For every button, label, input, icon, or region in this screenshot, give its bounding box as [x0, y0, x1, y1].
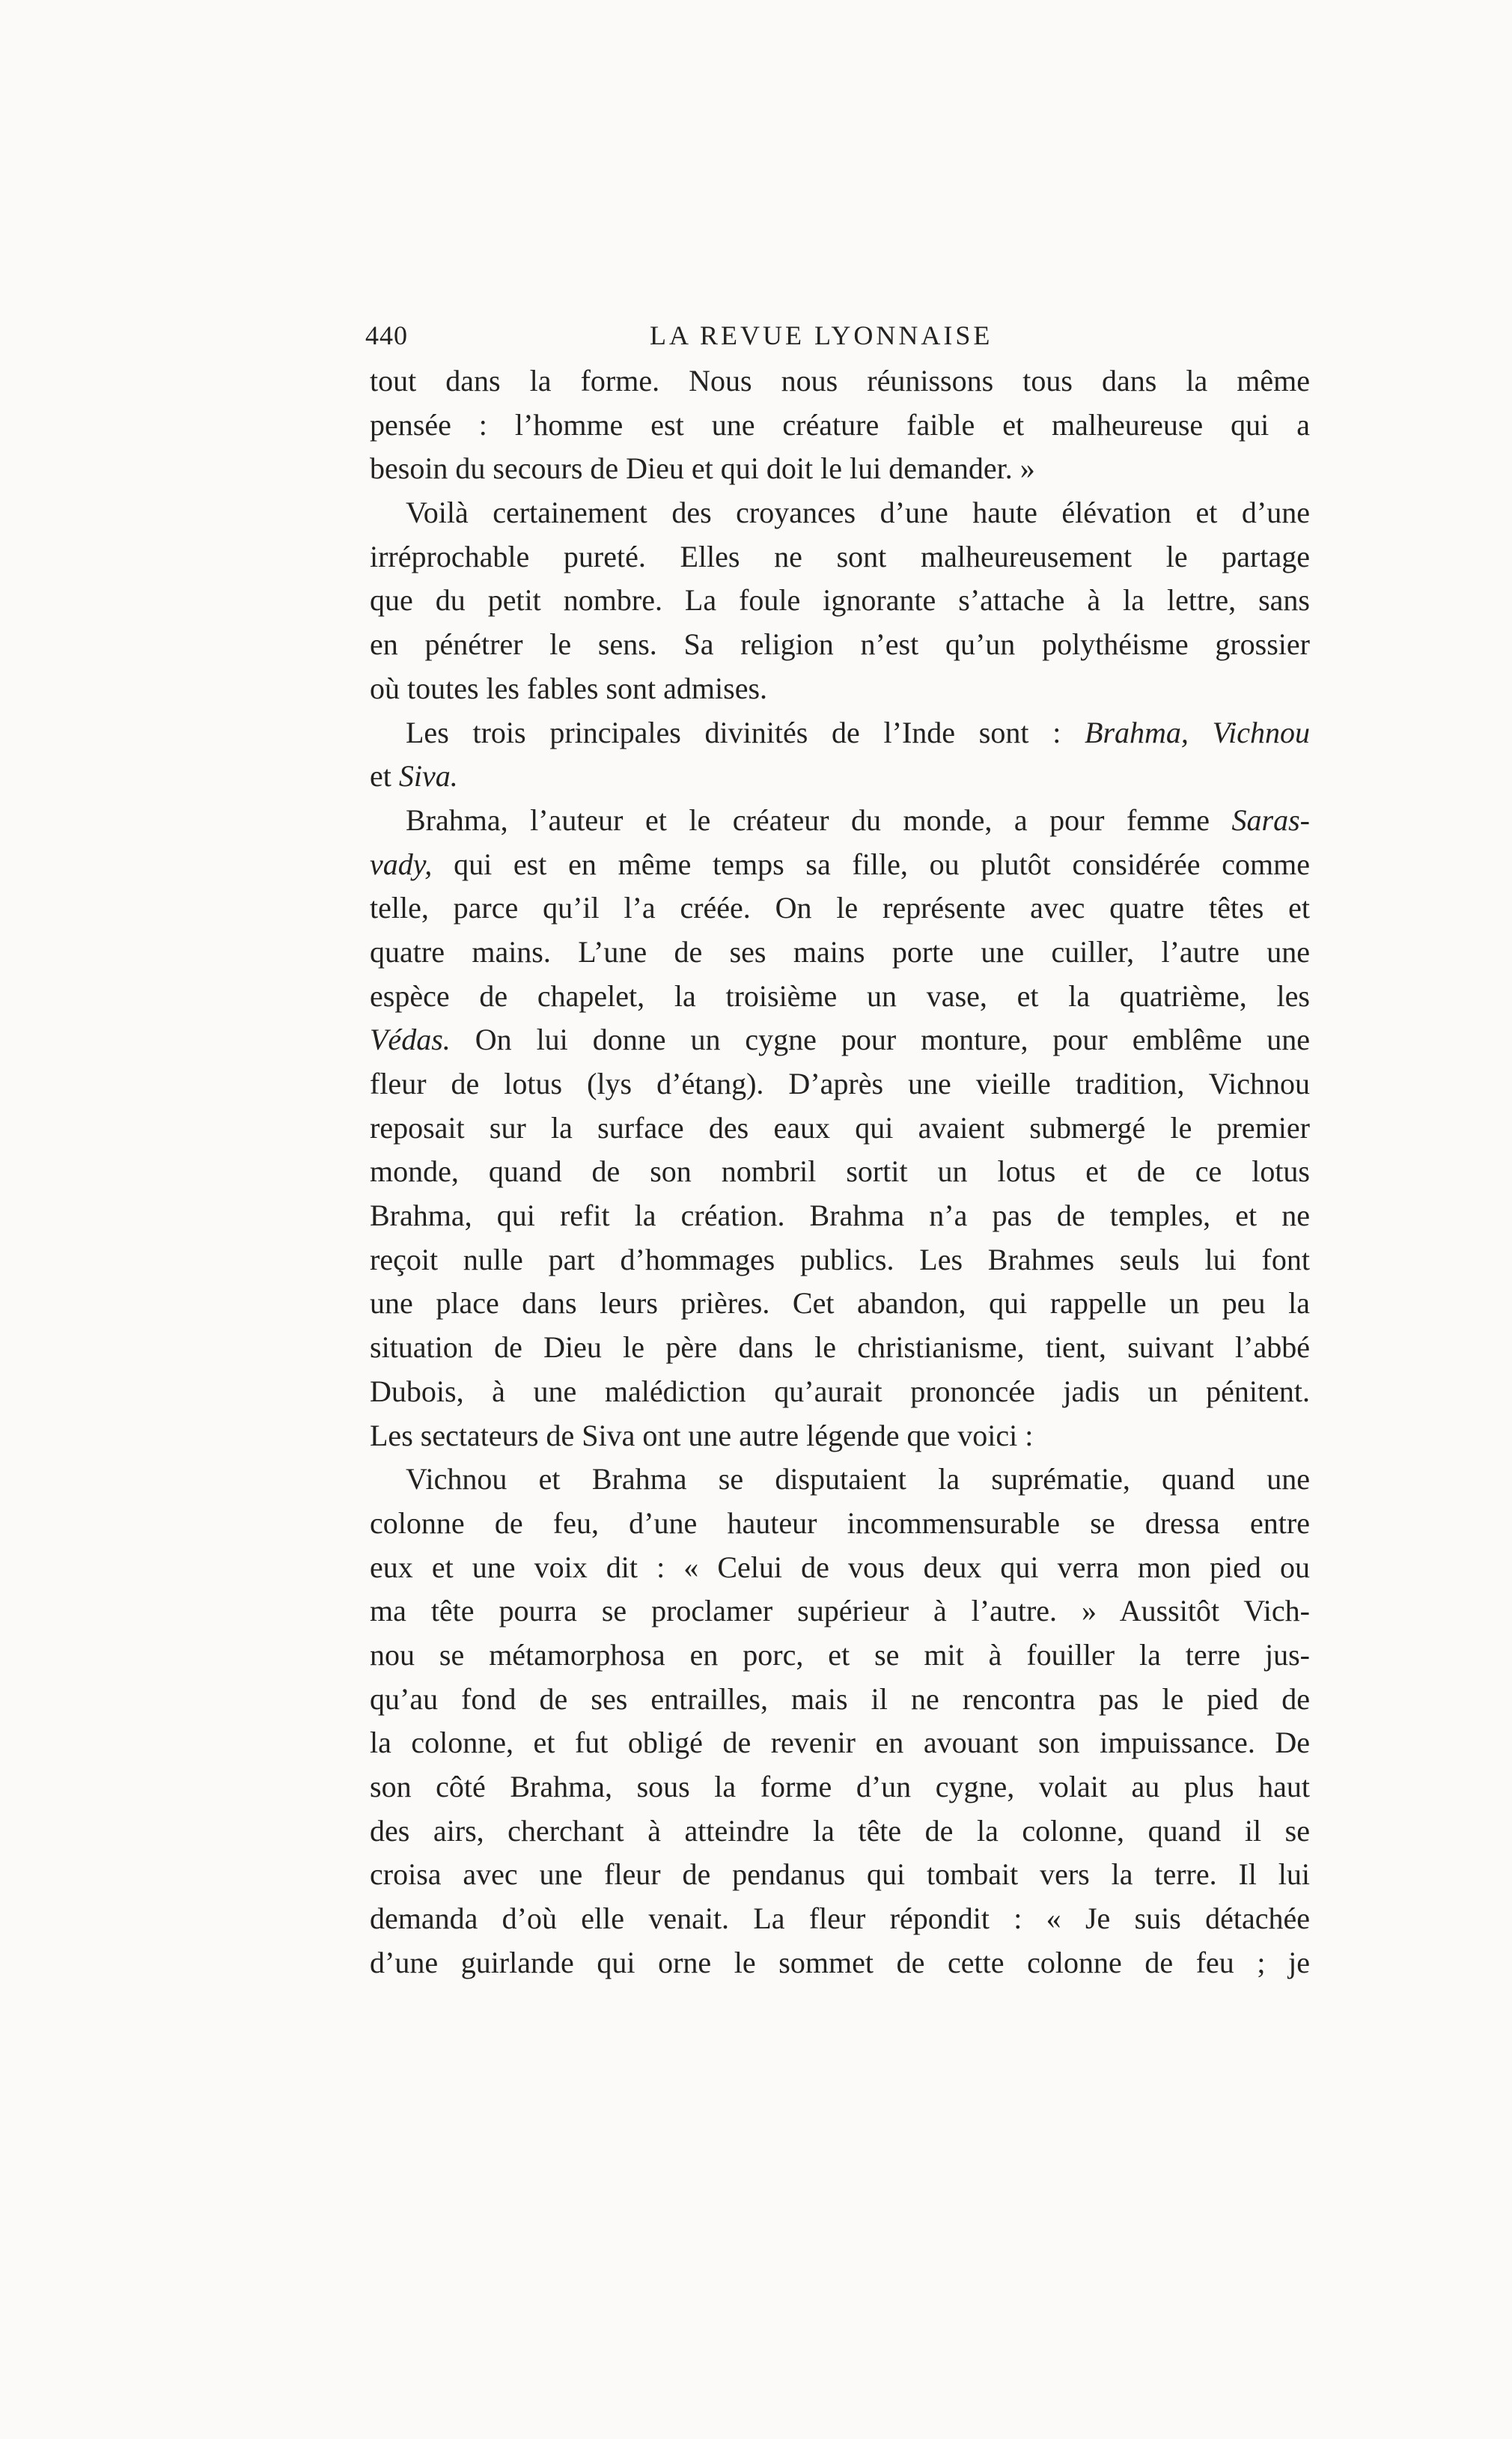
- text-line: où toutes les fables sont admises.: [370, 671, 768, 705]
- text-line: ma tête pourra se proclamer supérieur à l’autre. » Aussitôt Vich-: [370, 1594, 1310, 1628]
- text-line: Brahma, qui refit la création. Brahma n’a pas de temples, et ne: [370, 1199, 1310, 1233]
- text-line: reposait sur la surface des eaux qui avaient submergé le premier: [370, 1110, 1310, 1145]
- text-line: besoin du secours de Dieu et qui doit le lui demander. »: [370, 451, 1035, 486]
- text-line: fleur de lotus (lys d’étang). D’après une vieille tradition, Vichnou: [370, 1067, 1310, 1100]
- italic-deity-names: Brahma, Vichnou: [1085, 715, 1310, 749]
- text-line: Vichnou et Brahma se disputaient la suprématie, quand une: [406, 1462, 1310, 1496]
- text-line: et Siva.: [370, 759, 458, 794]
- text-line: Les trois principales divinités de l’Inde sont : Brahma, Vichnou: [406, 715, 1310, 749]
- text-line: pensée : l’homme est une créature faible et malheureuse qui a: [370, 407, 1310, 442]
- text-line: la colonne, et fut obligé de revenir en avouant son impuissance. De: [370, 1726, 1310, 1760]
- text-line: monde, quand de son nombril sortit un lotus et de ce lotus: [370, 1154, 1310, 1189]
- text-line: son côté Brahma, sous la forme d’un cygne, volait au plus haut: [370, 1770, 1310, 1803]
- body-text: [370, 359, 1310, 1985]
- text-line: eux et une voix dit : « Celui de vous deux qui verra mon pied ou: [370, 1550, 1310, 1584]
- italic-term: Védas.: [370, 1023, 451, 1057]
- text-line: demanda d’où elle venait. La fleur répondit : « Je suis détachée: [370, 1901, 1310, 1936]
- running-head: [365, 313, 1310, 358]
- journal-title: LA REVUE LYONNAISE: [650, 320, 993, 350]
- text-line: situation de Dieu le père dans le christianisme, tient, suivant l’abbé: [370, 1330, 1310, 1365]
- text-line: croisa avec une fleur de pendanus qui tombait vers la terre. Il lui: [370, 1857, 1310, 1892]
- italic-name: vady,: [370, 847, 433, 881]
- text-line: Védas. On lui donne un cygne pour monture, pour emblême une: [370, 1023, 1310, 1057]
- text-line: vady, qui est en même temps sa fille, ou plutôt considérée comme: [370, 847, 1310, 881]
- text-line: telle, parce qu’il l’a créée. On le représente avec quatre têtes et: [370, 891, 1310, 925]
- text-line: Les sectateurs de Siva ont une autre légende que voici :: [370, 1418, 1034, 1452]
- italic-deity-name: Siva.: [398, 759, 458, 794]
- page-number: 440: [365, 320, 408, 350]
- text-line: espèce de chapelet, la troisième un vase, et la quatrième, les: [370, 978, 1310, 1013]
- text-line: Brahma, l’auteur et le créateur du monde, a pour femme Saras-: [406, 803, 1310, 837]
- text-line: colonne de feu, d’une hauteur incommensurable se dressa entre: [370, 1505, 1310, 1540]
- text-line: quatre mains. L’une de ses mains porte une cuiller, l’autre une: [370, 934, 1310, 969]
- text-line: nou se métamorphosa en porc, et se mit à fouiller la terre jus-: [370, 1637, 1310, 1672]
- text-line: qu’au fond de ses entrailles, mais il ne rencontra pas le pied de: [370, 1681, 1310, 1716]
- text-line: tout dans la forme. Nous nous réunissons tous dans la même: [370, 364, 1310, 398]
- text-line: en pénétrer le sens. Sa religion n’est qu’un polythéisme grossier: [370, 627, 1310, 662]
- text-line: d’une guirlande qui orne le sommet de cette colonne de feu ; je: [370, 1945, 1310, 1979]
- text-line: Dubois, à une malédiction qu’aurait prononcée jadis un pénitent.: [370, 1374, 1310, 1408]
- text-line: irréprochable pureté. Elles ne sont malheureusement le partage: [370, 539, 1310, 573]
- italic-name: Saras-: [1231, 803, 1310, 837]
- text-line: une place dans leurs prières. Cet abandon, qui rappelle un peu la: [370, 1286, 1310, 1321]
- text-line: Voilà certainement des croyances d’une haute élévation et d’une: [406, 496, 1310, 530]
- text-line: des airs, cherchant à atteindre la tête de la colonne, quand il se: [370, 1813, 1310, 1848]
- text-line: reçoit nulle part d’hommages publics. Les Brahmes seuls lui font: [370, 1242, 1310, 1276]
- text-line: que du petit nombre. La foule ignorante s’attache à la lettre, sans: [370, 583, 1310, 618]
